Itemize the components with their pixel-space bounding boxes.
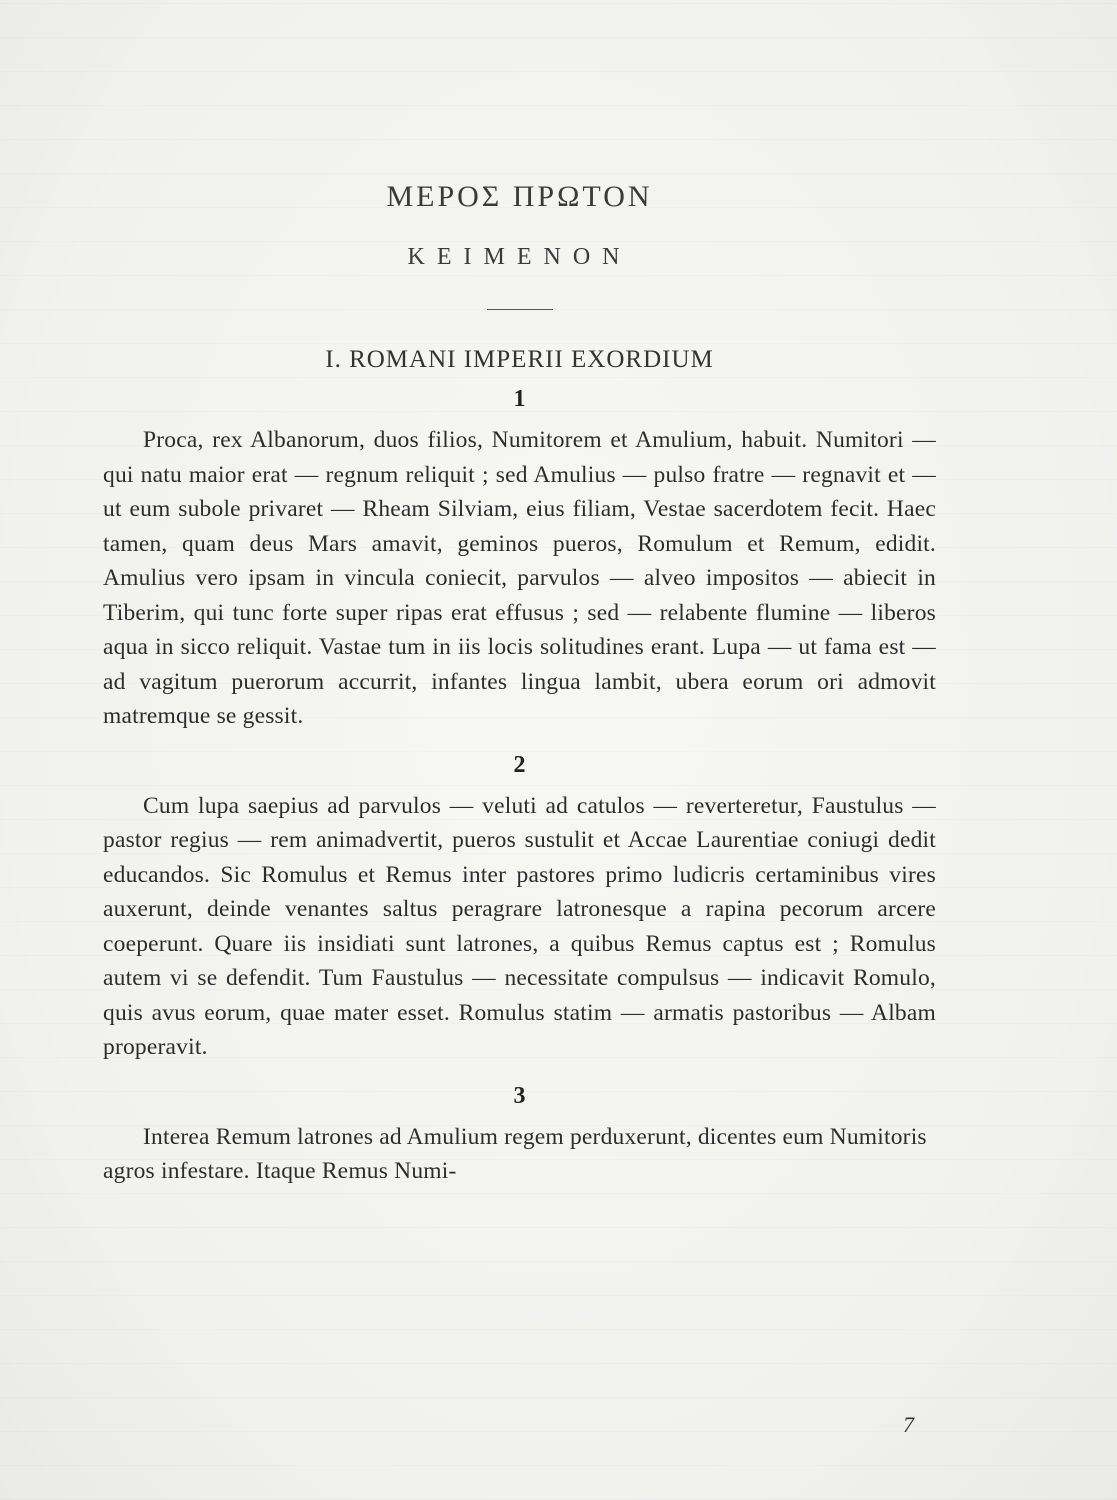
chapter-text-3: Interea Remum latrones ad Amulium regem perduxerunt, dicentes eum Numitoris agros infestare. Itaque Remus Numi- [103,1123,927,1184]
chapter-number-1: 1 [513,386,526,412]
chapter-number-2: 2 [513,751,526,778]
part-subtitle: ΚΕΙΜΕΝΟΝ [407,244,632,270]
page-content [103,180,936,1189]
part-title: ΜΕΡΟΣ ΠΡΩΤΟΝ [386,180,653,213]
chapter-number-3: 3 [513,1082,526,1109]
page-number: 7 [903,1412,914,1437]
section-heading: I. ROMANI IMPERII EXORDIUM [325,346,714,373]
divider-rule [487,309,553,310]
chapter-text-1: Proca, rex Albanorum, duos filios, Numitorem et Amulium, habuit. Numitori — qui natu maior erat — regnum reliquit ; sed Amulius — pulso fratre — regnavit et — ut eum subole privaret — Rheam Silviam, eius filiam, Vestae sacerdotem fecit. Haec tamen, quam deus Mars amavit, geminos pueros, Romulum et Remum, edidit. Amulius vero ipsam in vincula coniecit, parvulos — alveo impositos — abiecit in Tiberim, qui tunc forte super ripas erat effusus ; sed — relabente flumine — liberos aqua in sicco reliquit. Vastae tum in iis locis solitudines erant. Lupa — ut fama est — ad vagitum puerorum accurrit, infantes lingua lambit, ubera eorum ori admovit matremque se gessit. [103,427,936,729]
chapter-text-2: Cum lupa saepius ad parvulos — veluti ad catulos — reverteretur, Faustulus — pastor regius — rem animadvertit, pueros sustulit et Accae Laurentiae coniugi dedit educandos. Sic Romulus et Remus inter pastores primo ludicris certaminibus vires auxerunt, deinde venantes saltus peragrare latronesque a rapina pecorum arcere coeperunt. Quare iis insidiati sunt latrones, a quibus Remus captus est ; Romulus autem vi se defendit. Tum Faustulus — necessitate compulsus — indicavit Romulo, quis avus eorum, quae mater esset. Romulus statim — armatis pastoribus — Albam properavit. [103,792,936,1060]
